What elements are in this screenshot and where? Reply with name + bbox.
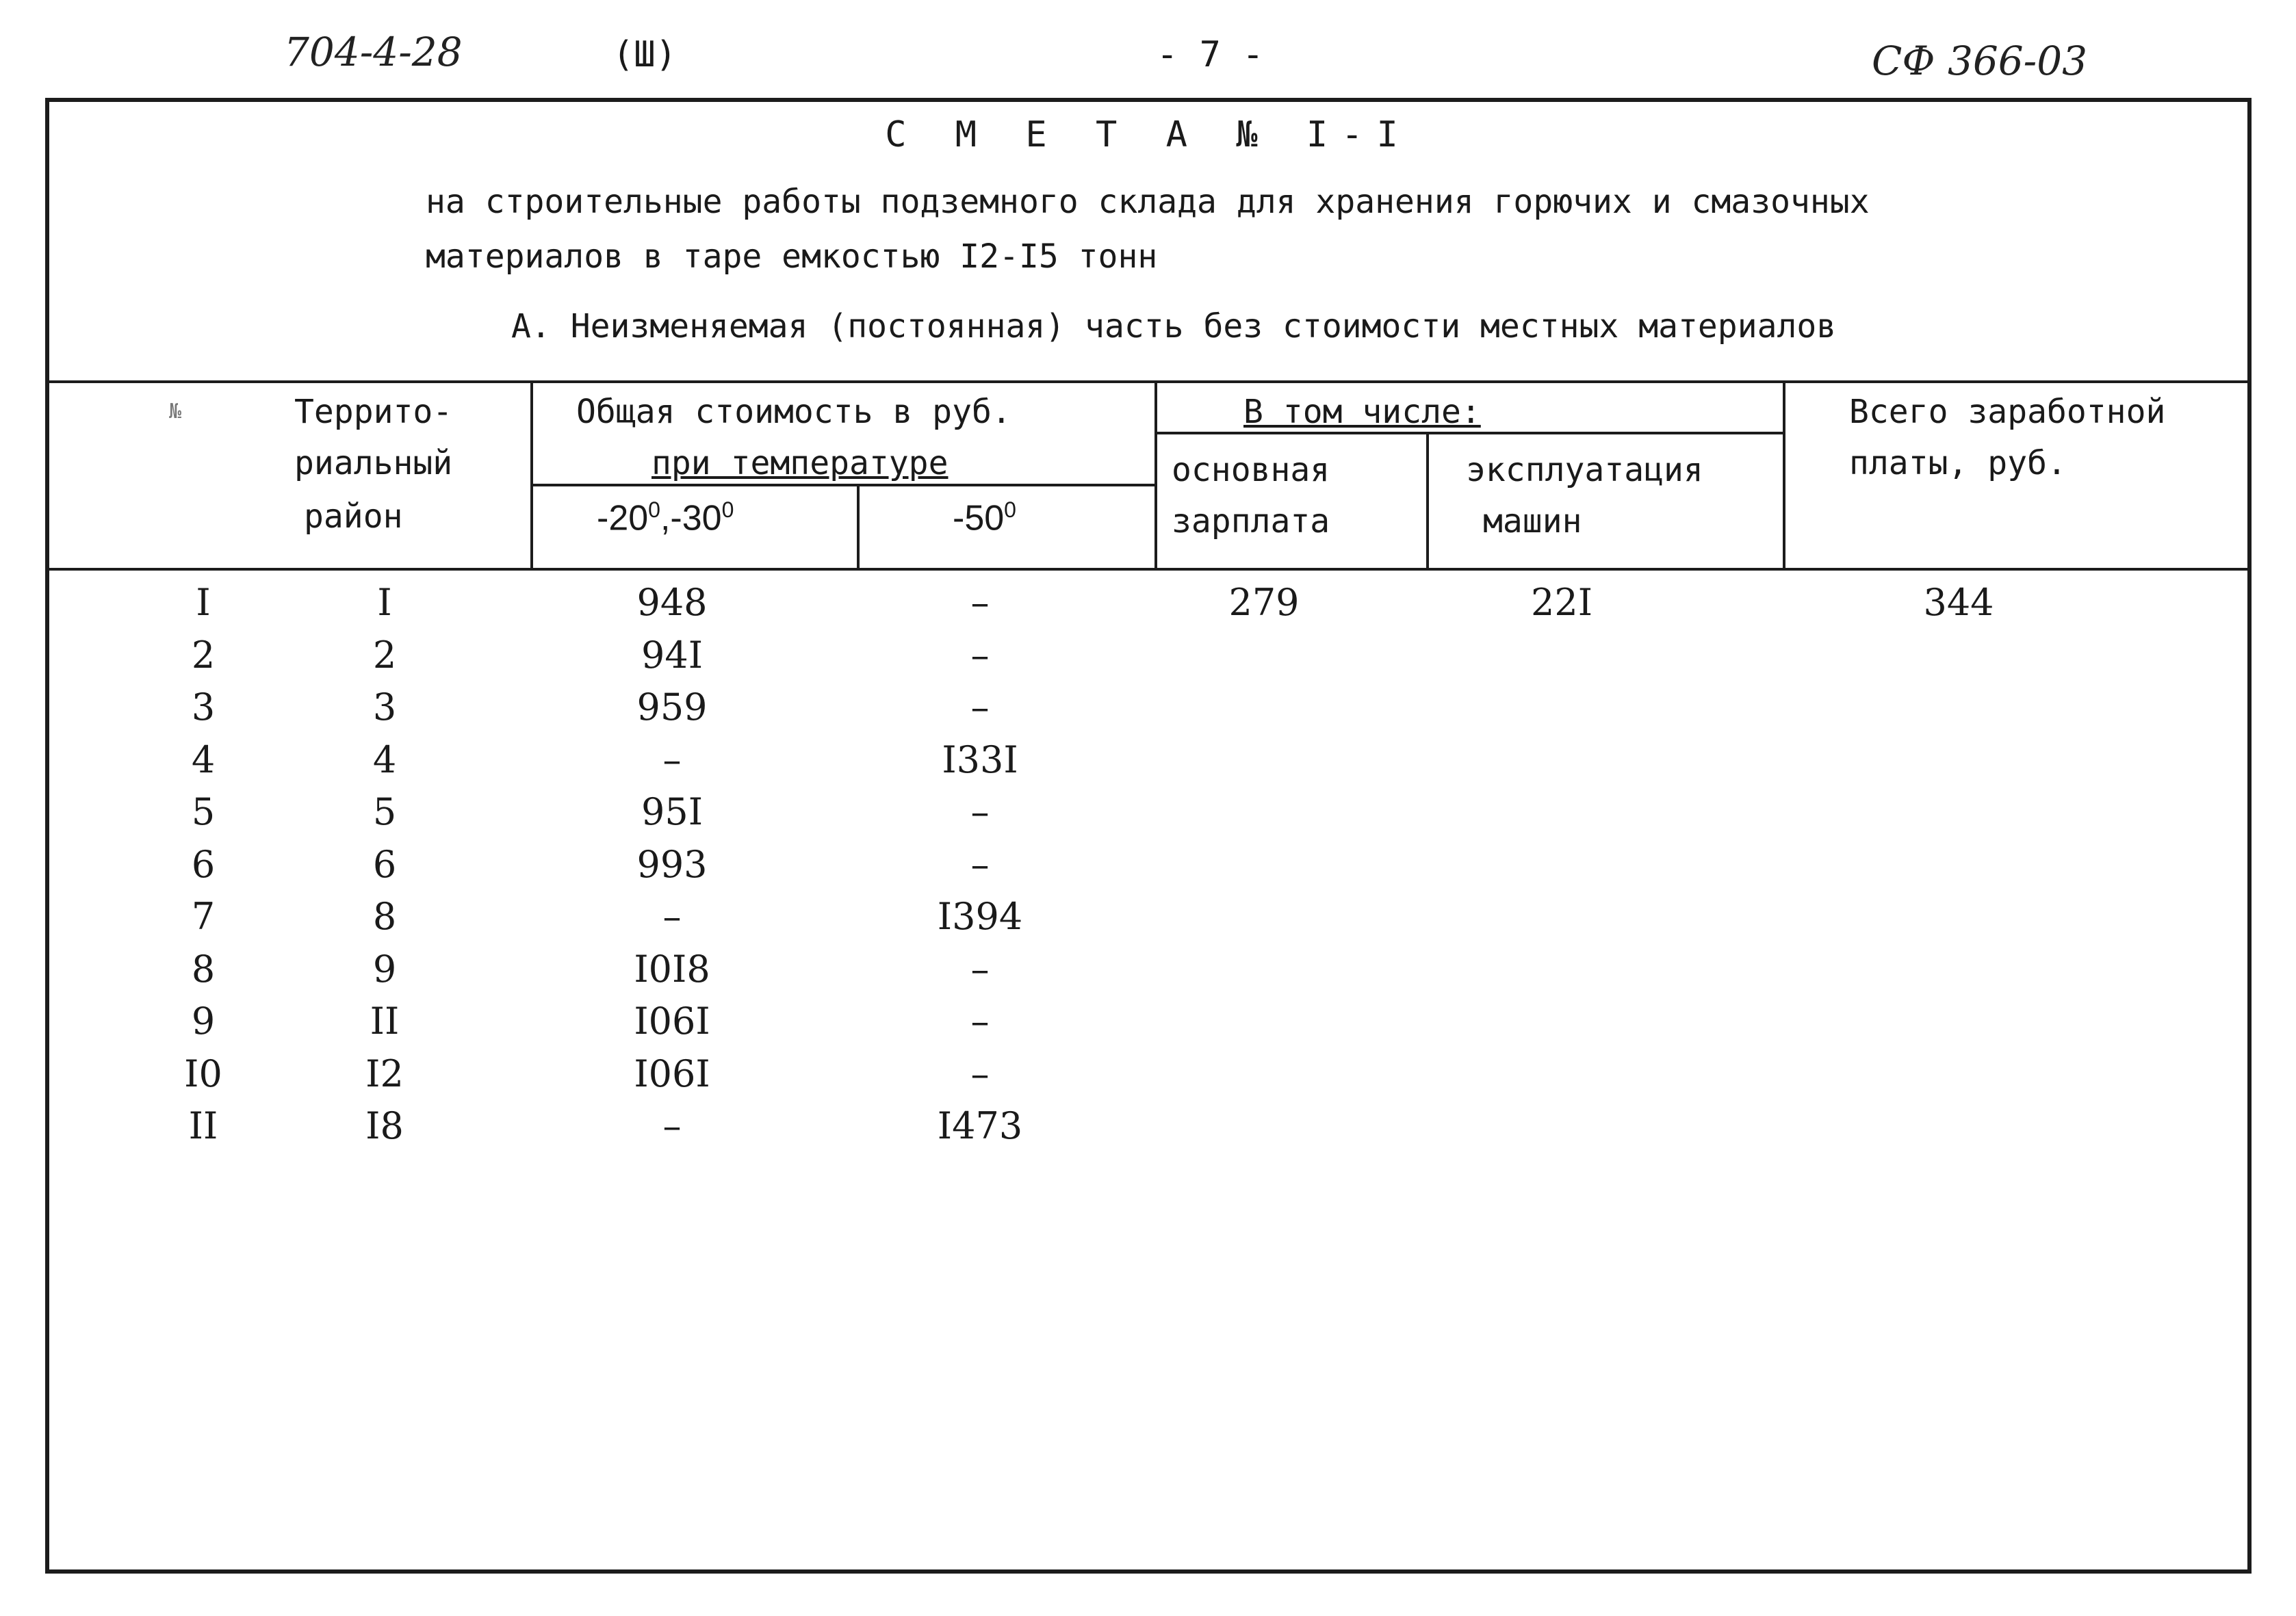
cell-cost-20-30: – (662, 738, 682, 781)
cell-region: I8 (365, 1104, 404, 1147)
cell-cost-20-30: 94I (641, 633, 704, 677)
cell-cost-50: – (970, 1052, 990, 1095)
header-region-line2: риальный (294, 444, 453, 482)
cell-total-wage: 344 (1923, 581, 1994, 624)
cell-cost-20-30: – (662, 1104, 682, 1147)
document-frame (45, 98, 2252, 1574)
cell-num: 4 (191, 738, 216, 781)
cell-region: 9 (372, 947, 397, 991)
cell-num: II (188, 1104, 218, 1147)
cell-region: 4 (372, 738, 397, 781)
cell-cost-50: I33I (942, 738, 1018, 781)
header-total-wage-line1: Всего заработной (1849, 393, 2166, 431)
col-divider-incl (1155, 380, 1157, 569)
header-machines-line2: машин (1483, 502, 1582, 540)
header-total-cost-line1: Общая стоимость в руб. (576, 393, 1011, 431)
cell-cost-50: – (970, 581, 990, 624)
page-number: - 7 - (1157, 34, 1264, 75)
temp-30-value: ,-30 (660, 498, 722, 538)
cell-num: 9 (191, 1000, 216, 1043)
section-mark: (Ш) (612, 34, 677, 75)
col-divider-machines (1426, 432, 1429, 569)
header-base-wage-line2: зарплата (1172, 502, 1330, 540)
estimate-subtitle-line2: материалов в таре емкостью I2-I5 тонн (426, 237, 1158, 276)
degree-mark: 0 (648, 497, 660, 522)
header-region-line3: район (304, 497, 403, 536)
cell-num: I (196, 581, 211, 624)
header-incl: В том числе: (1243, 393, 1481, 431)
cell-num: 2 (191, 633, 216, 677)
cell-region: 6 (372, 842, 397, 886)
cell-cost-50: – (970, 842, 990, 886)
degree-mark: 0 (1004, 497, 1016, 522)
table-header-bottom-rule (49, 568, 2249, 571)
header-temp-50 (953, 497, 1016, 538)
cell-num: I0 (184, 1052, 222, 1095)
cell-cost-50: – (970, 947, 990, 991)
header-base-wage-line1: основная (1172, 451, 1330, 489)
cell-cost-20-30: 993 (636, 842, 708, 886)
cell-cost-50: – (970, 790, 990, 833)
project-code: 704-4-28 (284, 29, 463, 75)
cell-cost-20-30: 95I (641, 790, 704, 833)
header-total-wage-line2: платы, руб. (1849, 444, 2067, 482)
section-title: А. Неизменяемая (постоянная) часть без стоимости местных материалов (511, 307, 1837, 346)
cell-region: 5 (372, 790, 397, 833)
cell-cost-20-30: 959 (636, 686, 708, 729)
header-region-line1: Террито- (294, 393, 453, 431)
cell-cost-50: I394 (937, 895, 1023, 938)
header-num: № (169, 400, 182, 423)
table-top-rule (49, 380, 2249, 383)
cell-cost-20-30: I06I (634, 1052, 710, 1095)
cell-base-wage: 279 (1228, 581, 1300, 624)
col-divider-cost (530, 380, 533, 569)
cell-num: 8 (191, 947, 216, 991)
cell-region: I2 (365, 1052, 404, 1095)
cell-cost-20-30: I0I8 (634, 947, 710, 991)
cell-region: 2 (372, 633, 397, 677)
cell-region: 3 (372, 686, 397, 729)
cell-cost-50: – (970, 633, 990, 677)
estimate-title: С М Е Т А № I-I (885, 114, 1412, 155)
col-divider-total-wage (1783, 380, 1785, 569)
cell-cost-50: I473 (937, 1104, 1023, 1147)
header-machines-line1: эксплуатация (1466, 451, 1703, 489)
cell-machines: 22I (1530, 581, 1593, 624)
cell-cost-20-30: – (662, 895, 682, 938)
cell-region: 8 (372, 895, 397, 938)
cell-num: 6 (191, 842, 216, 886)
temp-20-value: -20 (597, 498, 649, 538)
header-total-cost-line2: при температуре (652, 444, 949, 482)
col-divider-temp (857, 484, 860, 569)
cell-cost-50: – (970, 1000, 990, 1043)
degree-mark: 0 (721, 497, 734, 522)
temperature-rule (530, 484, 1155, 486)
temp-50-value: -50 (953, 498, 1005, 538)
incl-rule (1155, 432, 1783, 434)
cell-cost-20-30: I06I (634, 1000, 710, 1043)
cell-num: 5 (191, 790, 216, 833)
cell-region: I (377, 581, 392, 624)
cell-cost-50: – (970, 686, 990, 729)
cell-region: II (370, 1000, 400, 1043)
cell-cost-20-30: 948 (636, 581, 708, 624)
sheet-code: СФ 366-03 (1872, 38, 2088, 84)
estimate-subtitle-line1: на строительные работы подземного склада для хранения горючих и смазочных (426, 183, 1870, 221)
cell-num: 7 (191, 895, 216, 938)
header-temp-20-30 (597, 497, 734, 538)
cell-num: 3 (191, 686, 216, 729)
